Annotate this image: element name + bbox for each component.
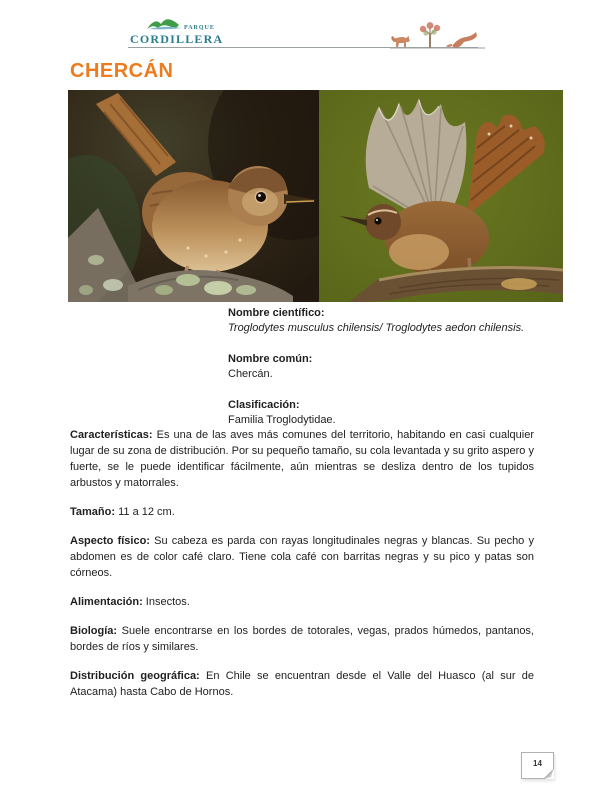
section-label: Características: <box>70 429 153 441</box>
section-caracteristicas <box>70 427 534 491</box>
scientific-name-label: Nombre científico: <box>228 307 325 319</box>
logo-main-text: CORDILLERA <box>130 32 224 46</box>
common-name-value: Chercán. <box>228 368 273 380</box>
section-aspecto-fisico <box>70 533 534 581</box>
logo-mountain-icon <box>146 16 186 32</box>
page-number: 14 <box>533 759 542 768</box>
logo-small-text: PARQUE <box>184 25 215 31</box>
header-decor-illustrations <box>390 22 485 50</box>
bird-photos <box>68 90 563 302</box>
section-biologia <box>70 623 534 655</box>
common-name-row <box>228 352 573 382</box>
section-alimentacion <box>70 594 534 610</box>
classification-row <box>228 398 573 428</box>
classification-value: Familia Troglodytidae. <box>228 414 336 426</box>
tree-icon <box>420 22 440 48</box>
section-text: En Chile se encuentran desde el Valle del Huasco (al sur de Atacama) hasta Cabo de Hornos. <box>70 670 534 698</box>
section-label: Alimentación: <box>70 596 143 608</box>
running-fox-icon <box>446 32 477 48</box>
section-text: Insectos. <box>145 596 190 608</box>
page-number-badge <box>521 752 554 779</box>
section-label: Aspecto físico: <box>70 535 150 547</box>
classification-label: Clasificación: <box>228 399 300 411</box>
page-curl-icon <box>544 769 554 779</box>
photo-chercan-wings-spread <box>319 90 563 302</box>
section-text: Su cabeza es parda con rayas longitudinales negras y blancas. Su pecho y abdomen es de color café claro. Tiene cola café con barritas negras y su pico y patas son córneos. <box>70 535 534 579</box>
scientific-name-row <box>228 306 573 336</box>
species-info-block <box>228 306 573 444</box>
description-sections <box>70 427 534 713</box>
section-tamano <box>70 504 534 520</box>
section-label: Biología: <box>70 625 118 637</box>
scientific-name-value: Troglodytes musculus chilensis/ Troglodytes aedon chilensis. <box>228 322 525 334</box>
section-text: 11 a 12 cm. <box>118 506 175 518</box>
common-name-label: Nombre común: <box>228 353 313 365</box>
fox-icon <box>391 36 409 47</box>
parque-cordillera-logo <box>128 16 248 48</box>
photo-chercan-perched <box>68 90 319 302</box>
section-distribucion-geografica <box>70 668 534 700</box>
section-label: Distribución geográfica: <box>70 670 200 682</box>
page-title: CHERCÁN <box>70 60 174 82</box>
section-label: Tamaño: <box>70 506 116 518</box>
section-text: Suele encontrarse en los bordes de totorales, vegas, prados húmedos, pantanos, bordes de ríos y similares. <box>70 625 534 653</box>
section-text: Es una de las aves más comunes del territorio, habitando en casi cualquier lugar de su zona de distribución. Por su pequeño tamaño, su cola levantada y su grito aspero y fuerte, se le puede identificar fácilmente, aún mientras se desliza dentro de los tupidos arbustos y matorrales. <box>70 429 534 489</box>
